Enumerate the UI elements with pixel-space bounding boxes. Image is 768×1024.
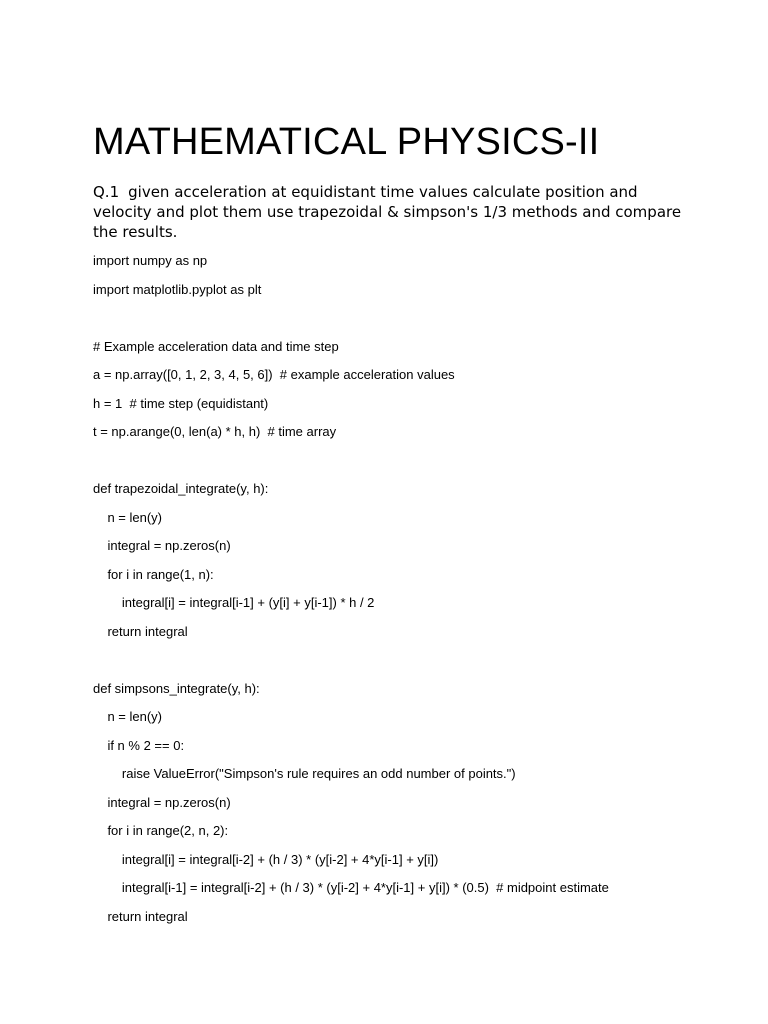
code-line: integral[i] = integral[i-1] + (y[i] + y[i-1]) * h / 2 [93, 595, 375, 610]
code-line: h = 1 # time step (equidistant) [93, 395, 269, 411]
code-line: if n % 2 == 0: [93, 737, 185, 753]
question-text [93, 182, 693, 242]
code-line: for i in range(2, n, 2): [93, 823, 229, 838]
code-line: return integral [93, 908, 188, 924]
code-line: n = len(y) [93, 509, 162, 525]
code-line: for i in range(1, n): [93, 566, 214, 582]
code-line: integral[i] = integral[i-2] + (h / 3) * (y[i-2] + 4*y[i-1] + y[i]) [93, 851, 439, 867]
question-body: given acceleration at equidistant time values calculate position and velocity and plot them use trapezoidal & simpson's 1/3 methods and compare the results. [93, 183, 682, 241]
question-number: Q.1 [93, 183, 120, 201]
code-line: integral[i-1] = integral[i-2] + (h / 3) * (y[i-2] + 4*y[i-1] + y[i]) * (0.5) # midpoint estimate [93, 880, 609, 895]
code-line: def trapezoidal_integrate(y, h): [93, 481, 269, 496]
code-line: integral = np.zeros(n) [93, 794, 231, 810]
code-block [93, 247, 609, 931]
code-line: return integral [93, 623, 188, 639]
code-line: import matplotlib.pyplot as plt [93, 281, 262, 297]
code-line: n = len(y) [93, 709, 162, 724]
code-line: integral = np.zeros(n) [93, 538, 231, 553]
code-line: import numpy as np [93, 253, 208, 268]
document-title: MATHEMATICAL PHYSICS-II [93, 121, 600, 163]
code-line: # Example acceleration data and time step [93, 338, 339, 354]
code-line: raise ValueError("Simpson's rule requires an odd number of points.") [93, 766, 516, 781]
code-line [93, 304, 609, 333]
code-line: t = np.arange(0, len(a) * h, h) # time array [93, 424, 337, 439]
code-line [93, 447, 609, 476]
code-line: def simpsons_integrate(y, h): [93, 680, 260, 696]
code-line [93, 646, 609, 675]
code-line: a = np.array([0, 1, 2, 3, 4, 5, 6]) # example acceleration values [93, 367, 455, 382]
